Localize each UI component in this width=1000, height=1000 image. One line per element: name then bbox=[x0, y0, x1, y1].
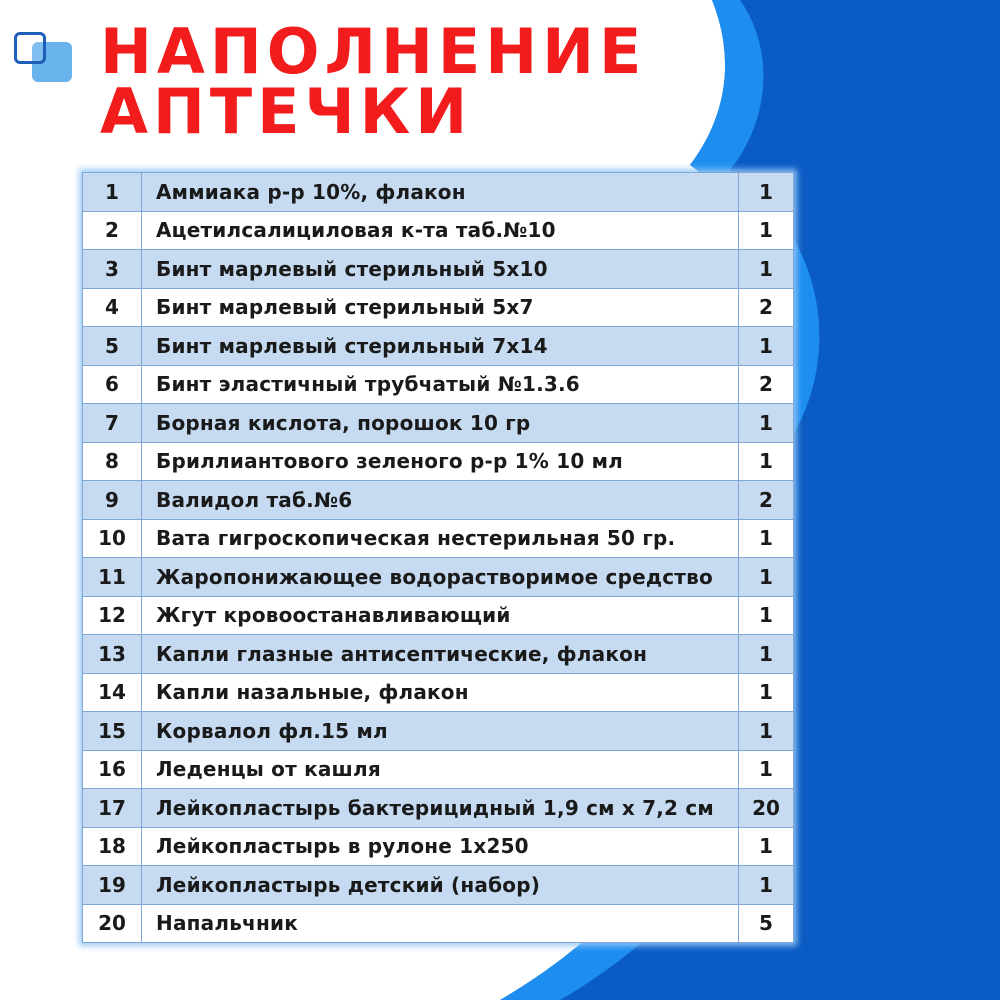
row-number: 12 bbox=[83, 596, 142, 635]
row-number: 4 bbox=[83, 288, 142, 327]
item-name: Напальчник bbox=[142, 904, 739, 943]
item-name: Корвалол фл.15 мл bbox=[142, 712, 739, 751]
item-quantity: 5 bbox=[739, 904, 794, 943]
row-number: 3 bbox=[83, 250, 142, 289]
row-number: 8 bbox=[83, 442, 142, 481]
item-quantity: 1 bbox=[739, 404, 794, 443]
table-row bbox=[83, 635, 794, 674]
row-number: 14 bbox=[83, 673, 142, 712]
title-line-2: АПТЕЧКИ bbox=[100, 75, 473, 148]
item-name: Бриллиантового зеленого р-р 1% 10 мл bbox=[142, 442, 739, 481]
item-name: Бинт марлевый стерильный 5х10 bbox=[142, 250, 739, 289]
table-row bbox=[83, 404, 794, 443]
item-quantity: 1 bbox=[739, 558, 794, 597]
item-name: Бинт марлевый стерильный 7х14 bbox=[142, 327, 739, 366]
item-quantity: 1 bbox=[739, 327, 794, 366]
item-name: Борная кислота, порошок 10 гр bbox=[142, 404, 739, 443]
item-quantity: 1 bbox=[739, 596, 794, 635]
table-row bbox=[83, 519, 794, 558]
row-number: 5 bbox=[83, 327, 142, 366]
item-quantity: 1 bbox=[739, 211, 794, 250]
table-row bbox=[83, 904, 794, 943]
row-number: 13 bbox=[83, 635, 142, 674]
item-quantity: 1 bbox=[739, 750, 794, 789]
item-name: Валидол таб.№6 bbox=[142, 481, 739, 520]
table-row bbox=[83, 596, 794, 635]
row-number: 2 bbox=[83, 211, 142, 250]
row-number: 10 bbox=[83, 519, 142, 558]
row-number: 9 bbox=[83, 481, 142, 520]
row-number: 16 bbox=[83, 750, 142, 789]
item-name: Жаропонижающее водорастворимое средство bbox=[142, 558, 739, 597]
item-quantity: 1 bbox=[739, 173, 794, 212]
item-quantity: 1 bbox=[739, 519, 794, 558]
contents-table bbox=[82, 172, 794, 943]
item-name: Жгут кровоостанавливающий bbox=[142, 596, 739, 635]
item-quantity: 1 bbox=[739, 866, 794, 905]
item-name: Бинт марлевый стерильный 5х7 bbox=[142, 288, 739, 327]
logo-icon bbox=[14, 32, 76, 84]
row-number: 1 bbox=[83, 173, 142, 212]
item-quantity: 1 bbox=[739, 250, 794, 289]
table-row bbox=[83, 327, 794, 366]
item-name: Капли назальные, флакон bbox=[142, 673, 739, 712]
table-row bbox=[83, 288, 794, 327]
row-number: 15 bbox=[83, 712, 142, 751]
item-quantity: 1 bbox=[739, 635, 794, 674]
row-number: 6 bbox=[83, 365, 142, 404]
item-quantity: 1 bbox=[739, 442, 794, 481]
item-name: Лейкопластырь бактерицидный 1,9 см х 7,2 см bbox=[142, 789, 739, 828]
row-number: 20 bbox=[83, 904, 142, 943]
table-body bbox=[83, 173, 794, 943]
table-row bbox=[83, 250, 794, 289]
row-number: 18 bbox=[83, 827, 142, 866]
item-quantity: 20 bbox=[739, 789, 794, 828]
row-number: 17 bbox=[83, 789, 142, 828]
item-name: Вата гигроскопическая нестерильная 50 гр. bbox=[142, 519, 739, 558]
table-row bbox=[83, 750, 794, 789]
item-name: Ацетилсалициловая к-та таб.№10 bbox=[142, 211, 739, 250]
row-number: 19 bbox=[83, 866, 142, 905]
table-row bbox=[83, 442, 794, 481]
item-name: Лейкопластырь в рулоне 1х250 bbox=[142, 827, 739, 866]
row-number: 11 bbox=[83, 558, 142, 597]
item-name: Бинт эластичный трубчатый №1.3.6 bbox=[142, 365, 739, 404]
item-quantity: 1 bbox=[739, 712, 794, 751]
title-line-1: НАПОЛНЕНИЕ bbox=[100, 15, 647, 88]
table-row bbox=[83, 211, 794, 250]
table-row bbox=[83, 365, 794, 404]
item-quantity: 2 bbox=[739, 481, 794, 520]
table-row bbox=[83, 866, 794, 905]
table-row bbox=[83, 673, 794, 712]
item-quantity: 1 bbox=[739, 827, 794, 866]
logo-front-square bbox=[14, 32, 46, 64]
row-number: 7 bbox=[83, 404, 142, 443]
page-title bbox=[100, 15, 647, 148]
table-row bbox=[83, 558, 794, 597]
table-row bbox=[83, 481, 794, 520]
kit-contents-table bbox=[82, 172, 794, 943]
item-name: Леденцы от кашля bbox=[142, 750, 739, 789]
table-row bbox=[83, 712, 794, 751]
item-quantity: 2 bbox=[739, 365, 794, 404]
table-row bbox=[83, 789, 794, 828]
table-row bbox=[83, 173, 794, 212]
item-name: Лейкопластырь детский (набор) bbox=[142, 866, 739, 905]
table-row bbox=[83, 827, 794, 866]
item-quantity: 1 bbox=[739, 673, 794, 712]
item-quantity: 2 bbox=[739, 288, 794, 327]
item-name: Аммиака р-р 10%, флакон bbox=[142, 173, 739, 212]
item-name: Капли глазные антисептические, флакон bbox=[142, 635, 739, 674]
